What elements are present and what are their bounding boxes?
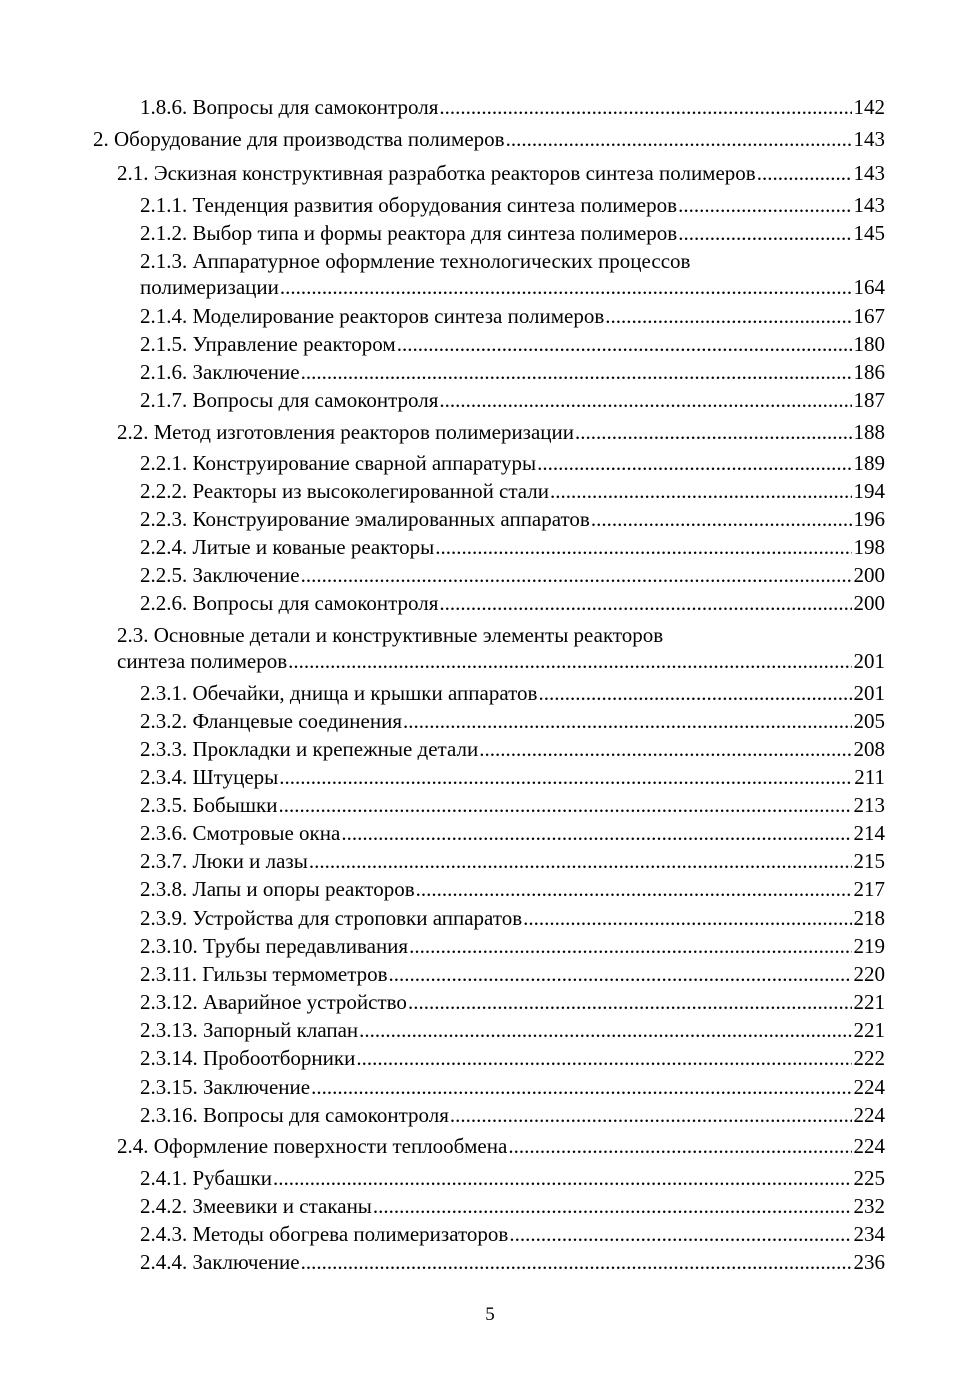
toc-entry[interactable] xyxy=(140,94,885,120)
dot-leader xyxy=(508,1221,851,1247)
toc-page-number: 145 xyxy=(853,221,885,245)
dot-leader xyxy=(677,192,851,218)
toc-entry[interactable] xyxy=(140,1102,885,1128)
toc-page-number: 217 xyxy=(853,877,885,901)
dot-leader xyxy=(677,220,851,246)
toc-entry-title: 2.3.3. Прокладки и крепежные детали xyxy=(140,737,479,761)
dot-leader xyxy=(340,820,851,846)
toc-page-number: 215 xyxy=(853,849,885,873)
toc-entry[interactable] xyxy=(140,736,885,762)
dot-leader xyxy=(537,680,851,706)
toc-entry-title: 2.3.15. Заключение xyxy=(140,1075,311,1099)
dot-leader xyxy=(277,792,851,818)
toc-entry[interactable] xyxy=(140,1074,885,1100)
toc-page-number: 187 xyxy=(853,388,885,412)
toc-page-number: 220 xyxy=(853,962,885,986)
toc-entry-title-continuation: синтеза полимеров xyxy=(117,649,288,673)
toc-entry[interactable] xyxy=(140,274,885,300)
toc-page-number: 198 xyxy=(853,535,885,559)
toc-section[interactable] xyxy=(117,160,885,186)
toc-entry[interactable] xyxy=(140,680,885,706)
toc-page-number: 222 xyxy=(853,1046,885,1070)
dot-leader xyxy=(300,1249,852,1275)
toc-entry[interactable] xyxy=(140,848,885,874)
toc-page-number: 164 xyxy=(853,275,885,299)
toc-entry[interactable] xyxy=(140,192,885,218)
toc-page-number: 208 xyxy=(853,737,885,761)
toc-entry[interactable] xyxy=(140,1165,885,1191)
toc-entry-title: 2.3.6. Смотровые окна xyxy=(140,821,341,845)
dot-leader xyxy=(408,933,851,959)
dot-leader xyxy=(287,648,851,674)
dot-leader xyxy=(549,478,851,504)
toc-page-number: 180 xyxy=(853,332,885,356)
dot-leader xyxy=(278,764,852,790)
dot-leader xyxy=(505,126,852,152)
toc-entry[interactable] xyxy=(140,303,885,329)
toc-page-number: 225 xyxy=(853,1166,885,1190)
toc-page-number: 201 xyxy=(853,649,885,673)
toc-entry[interactable] xyxy=(140,590,885,616)
dot-leader xyxy=(300,562,852,588)
toc-entry-title: 2.1.1. Тенденция развития оборудования синтеза полимеров xyxy=(140,193,678,217)
dot-leader xyxy=(300,359,852,385)
toc-entry-title: 2. Оборудование для производства полимеров xyxy=(93,127,505,151)
dot-leader xyxy=(388,961,852,987)
toc-entry-title: 2.3.10. Трубы передавливания xyxy=(140,934,409,958)
toc-entry-title: 2.4.1. Рубашки xyxy=(140,1166,273,1190)
toc-entry-title: 2.2.6. Вопросы для самоконтроля xyxy=(140,591,439,615)
toc-entry-title: 2.2.2. Реакторы из высоколегированной стали xyxy=(140,479,550,503)
toc-entry-title: 2.1. Эскизная конструктивная разработка реакторов синтеза полимеров xyxy=(117,161,756,185)
toc-page-number: 167 xyxy=(853,304,885,328)
toc-entry[interactable] xyxy=(140,792,885,818)
toc-page-number: 224 xyxy=(853,1075,885,1099)
toc-entry[interactable] xyxy=(140,534,885,560)
toc-entry-title: 2.1.7. Вопросы для самоконтроля xyxy=(140,388,439,412)
toc-chapter[interactable] xyxy=(93,126,885,152)
dot-leader xyxy=(507,1133,851,1159)
toc-page-number: 189 xyxy=(853,451,885,475)
toc-entry-title: 2.4. Оформление поверхности теплообмена xyxy=(117,1134,508,1158)
dot-leader xyxy=(358,1017,851,1043)
toc-page-number: 221 xyxy=(853,1018,885,1042)
toc-entry-line xyxy=(117,622,663,648)
toc-section[interactable] xyxy=(117,419,885,445)
dot-leader xyxy=(308,848,852,874)
dot-leader xyxy=(407,989,852,1015)
toc-page-number: 143 xyxy=(853,161,885,185)
dot-leader xyxy=(590,506,852,532)
toc-entry-title: 2.3.5. Бобышки xyxy=(140,793,278,817)
toc-entry-title: 2.3.9. Устройства для строповки аппаратов xyxy=(140,906,523,930)
toc-entry-title: 2.3.13. Запорный клапан xyxy=(140,1018,359,1042)
toc-page-number: 224 xyxy=(853,1134,885,1158)
toc-entry-title: 2.4.2. Змеевики и стаканы xyxy=(140,1194,372,1218)
toc-entry-title: 2.4.3. Методы обогрева полимеризаторов xyxy=(140,1222,509,1246)
toc-page-number: 221 xyxy=(853,990,885,1014)
toc-entry-title: 2.1.5. Управление реактором xyxy=(140,332,396,356)
toc-entry-title: 2.4.4. Заключение xyxy=(140,1250,300,1274)
toc-entry[interactable] xyxy=(117,648,885,674)
toc-page-number: 143 xyxy=(853,193,885,217)
toc-entry[interactable] xyxy=(140,478,885,504)
toc-entry-title: 2.1.6. Заключение xyxy=(140,360,300,384)
toc-entry[interactable] xyxy=(140,1045,885,1071)
dot-leader xyxy=(272,1165,851,1191)
toc-entry[interactable] xyxy=(140,562,885,588)
toc-entry[interactable] xyxy=(140,220,885,246)
toc-page-number: 218 xyxy=(853,906,885,930)
toc-entry[interactable] xyxy=(140,820,885,846)
toc-entry[interactable] xyxy=(140,387,885,413)
page-number: 5 xyxy=(485,1304,495,1325)
dot-leader xyxy=(355,1045,851,1071)
dot-leader xyxy=(574,419,851,445)
toc-entry-title: 2.3.11. Гильзы термометров xyxy=(140,962,388,986)
toc-entry[interactable] xyxy=(140,876,885,902)
dot-leader xyxy=(536,450,851,476)
toc-entry[interactable] xyxy=(140,1193,885,1219)
toc-entry-title: 2.3.7. Люки и лазы xyxy=(140,849,308,873)
dot-leader xyxy=(402,708,852,734)
toc-entry[interactable] xyxy=(140,331,885,357)
toc-page-number: 205 xyxy=(853,709,885,733)
dot-leader xyxy=(310,1074,851,1100)
toc-page-number: 194 xyxy=(853,479,885,503)
dot-leader xyxy=(438,590,851,616)
toc-page-number: 200 xyxy=(853,591,885,615)
toc-entry-title: 2.3.1. Обечайки, днища и крышки аппаратов xyxy=(140,681,538,705)
toc-page-number: 214 xyxy=(853,821,885,845)
dot-leader xyxy=(415,876,852,902)
toc-entry[interactable] xyxy=(140,450,885,476)
toc-entry[interactable] xyxy=(140,905,885,931)
toc-entry-title: 2.1.2. Выбор типа и формы реактора для синтеза полимеров xyxy=(140,221,678,245)
toc-section[interactable] xyxy=(117,1133,885,1159)
toc-entry-title: 2.3.2. Фланцевые соединения xyxy=(140,709,402,733)
dot-leader xyxy=(756,160,852,186)
toc-entry[interactable] xyxy=(140,961,885,987)
toc-page-number: 188 xyxy=(853,420,885,444)
toc-page-number: 213 xyxy=(853,793,885,817)
toc-entry[interactable] xyxy=(140,933,885,959)
toc-entry[interactable] xyxy=(140,1221,885,1247)
toc-entry-title: 2.3.12. Аварийное устройство xyxy=(140,990,407,1014)
toc-entry-title: 2.2.4. Литые и кованые реакторы xyxy=(140,535,435,559)
toc-entry[interactable] xyxy=(140,1249,885,1275)
dot-leader xyxy=(604,303,851,329)
dot-leader xyxy=(438,387,851,413)
toc-entry-title: 2.3.14. Пробоотборники xyxy=(140,1046,356,1070)
toc-page-number: 234 xyxy=(853,1222,885,1246)
toc-entry-title: 2.2.1. Конструирование сварной аппаратуры xyxy=(140,451,537,475)
toc-entry-title: 2.2. Метод изготовления реакторов полимеризации xyxy=(117,420,575,444)
toc-entry-title: 2.2.5. Заключение xyxy=(140,563,300,587)
dot-leader xyxy=(438,94,851,120)
toc-entry-title: 2.3. Основные детали и конструктивные элементы реакторов xyxy=(117,623,664,647)
toc-entry[interactable] xyxy=(140,764,885,790)
toc-entry[interactable] xyxy=(140,1017,885,1043)
toc-page-number: 201 xyxy=(853,681,885,705)
dot-leader xyxy=(279,274,852,300)
toc-entry-title: 2.3.4. Штуцеры xyxy=(140,765,279,789)
toc-page-number: 142 xyxy=(853,95,885,119)
toc-entry[interactable] xyxy=(140,359,885,385)
toc-entry-line xyxy=(140,248,690,274)
toc-entry-title: 2.3.8. Лапы и опоры реакторов xyxy=(140,877,415,901)
dot-leader xyxy=(478,736,851,762)
dot-leader xyxy=(434,534,851,560)
dot-leader xyxy=(522,905,851,931)
toc-entry-title: 1.8.6. Вопросы для самоконтроля xyxy=(140,95,439,119)
toc-page-number: 236 xyxy=(853,1250,885,1274)
toc-page-number: 224 xyxy=(853,1103,885,1127)
toc-page-number: 143 xyxy=(853,127,885,151)
toc-page-number: 211 xyxy=(854,765,885,789)
toc-page-number: 200 xyxy=(853,563,885,587)
toc-entry-title: 2.1.3. Аппаратурное оформление технологических процессов xyxy=(140,249,691,273)
dot-leader xyxy=(372,1193,852,1219)
toc-entry-title: 2.1.4. Моделирование реакторов синтеза полимеров xyxy=(140,304,605,328)
toc-entry-title-continuation: полимеризации xyxy=(140,275,279,299)
toc-entry-title: 2.3.16. Вопросы для самоконтроля xyxy=(140,1103,449,1127)
toc-entry[interactable] xyxy=(140,708,885,734)
toc-page-number: 232 xyxy=(853,1194,885,1218)
toc-page-number: 186 xyxy=(853,360,885,384)
toc-entry-title: 2.2.3. Конструирование эмалированных аппаратов xyxy=(140,507,590,531)
toc-entry[interactable] xyxy=(140,989,885,1015)
toc-entry[interactable] xyxy=(140,506,885,532)
dot-leader xyxy=(396,331,852,357)
toc-page-number: 219 xyxy=(853,934,885,958)
dot-leader xyxy=(449,1102,852,1128)
toc-page-number: 196 xyxy=(853,507,885,531)
